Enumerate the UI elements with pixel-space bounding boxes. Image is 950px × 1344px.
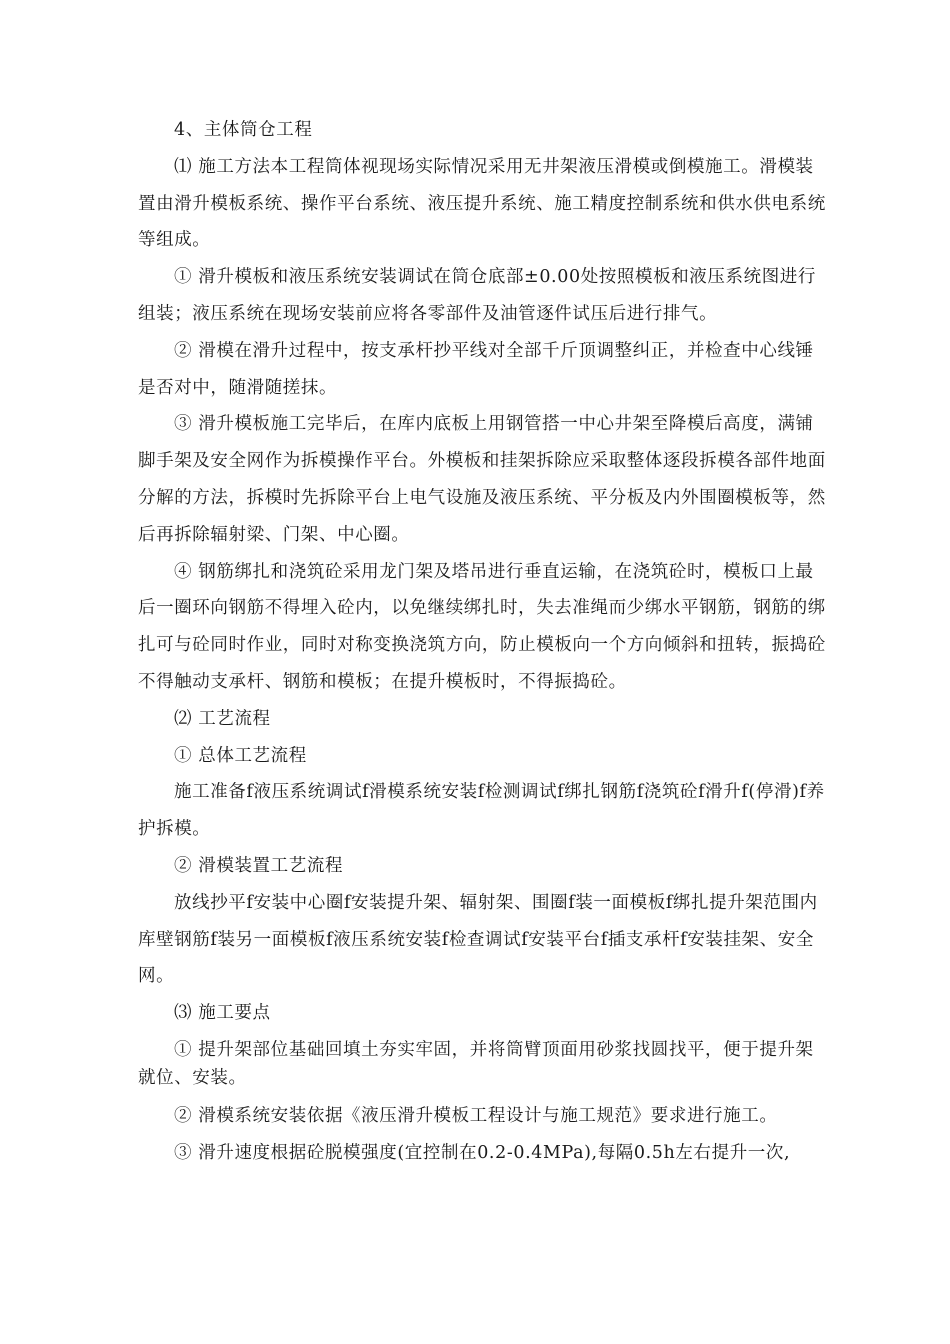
paragraph-construction-method: ⑴ 施工方法本工程筒体视现场实际情况采用无井架液压滑模或倒模施工。滑模装置由滑升模板系统、操作平台系统、液压提升系统、施工精度控制系统和供水供电系统等组成。 [138,156,826,251]
section-heading: 4、主体筒仓工程 [174,120,313,140]
paragraph-item-3: ③ 滑升模板施工完毕后，在库内底板上用钢管搭一中心井架至降模后高度，满铺脚手架及安全网作为拆模操作平台。外模板和挂架拆除应采取整体逐段拆模各部件地面分解的方法，拆模时先拆除平台上电气设施及液压系统、平分板及内外围圈模板等，然后再拆除辐射梁、门架、中心圈。 [138,414,826,545]
document-body [138,112,828,1172]
subheading-overall-flow: ① 总体工艺流程 [174,745,307,766]
paragraph-item-1: ① 滑升模板和液压系统安装调试在筒仓底部±0.00处按照模板和液压系统图进行组装；液压系统在现场安装前应将各零部件及油管逐件试压后进行排气。 [138,267,816,324]
paragraph-overall-flow: 施工准备f液压系统调试f滑模系统安装f检测调试f绑扎钢筋f浇筑砼f滑升f(停滑)f养护拆模。 [138,782,825,840]
subheading-slipform-flow: ② 滑模装置工艺流程 [174,855,344,876]
paragraph-key-point-3: ③ 滑升速度根据砼脱模强度(宜控制在0.2-0.4MPa),每隔0.5h左右提升一次, [174,1142,791,1163]
paragraph-key-point-1: ① 提升架部位基础回填土夯实牢固，并将筒臂顶面用砂浆找圆找平，便于提升架就位、安装。 [138,1039,814,1088]
paragraph-slipform-flow: 放线抄平f安装中心圈f安装提升架、辐射架、围圈f装一面模板f绑扎提升架范围内库壁钢筋f装另一面模板f液压系统安装f检查调试f安装平台f插支承杆f安装挂架、安全网。 [138,892,818,987]
paragraph-item-4: ④ 钢筋绑扎和浇筑砼采用龙门架及塔吊进行垂直运输，在浇筑砼时，模板口上最后一圈环向钢筋不得埋入砼内，以免继续绑扎时，失去准绳而少绑水平钢筋，钢筋的绑扎可与砼同时作业，同时对称变换浇筑方向，防止模板向一个方向倾斜和扭转，振捣砼不得触动支承杆、钢筋和模板；在提升模板时，不得振捣砼。 [138,561,826,692]
subheading-key-points: ⑶ 施工要点 [174,1003,271,1024]
paragraph-key-point-2: ② 滑模系统安装依据《液压滑升模板工程设计与施工规范》要求进行施工。 [174,1105,778,1126]
paragraph-item-2: ② 滑模在滑升过程中，按支承杆抄平线对全部千斤顶调整纠正，并检查中心线锤是否对中，随滑随搓抹。 [138,340,814,398]
subheading-process-flow: ⑵ 工艺流程 [174,708,271,729]
